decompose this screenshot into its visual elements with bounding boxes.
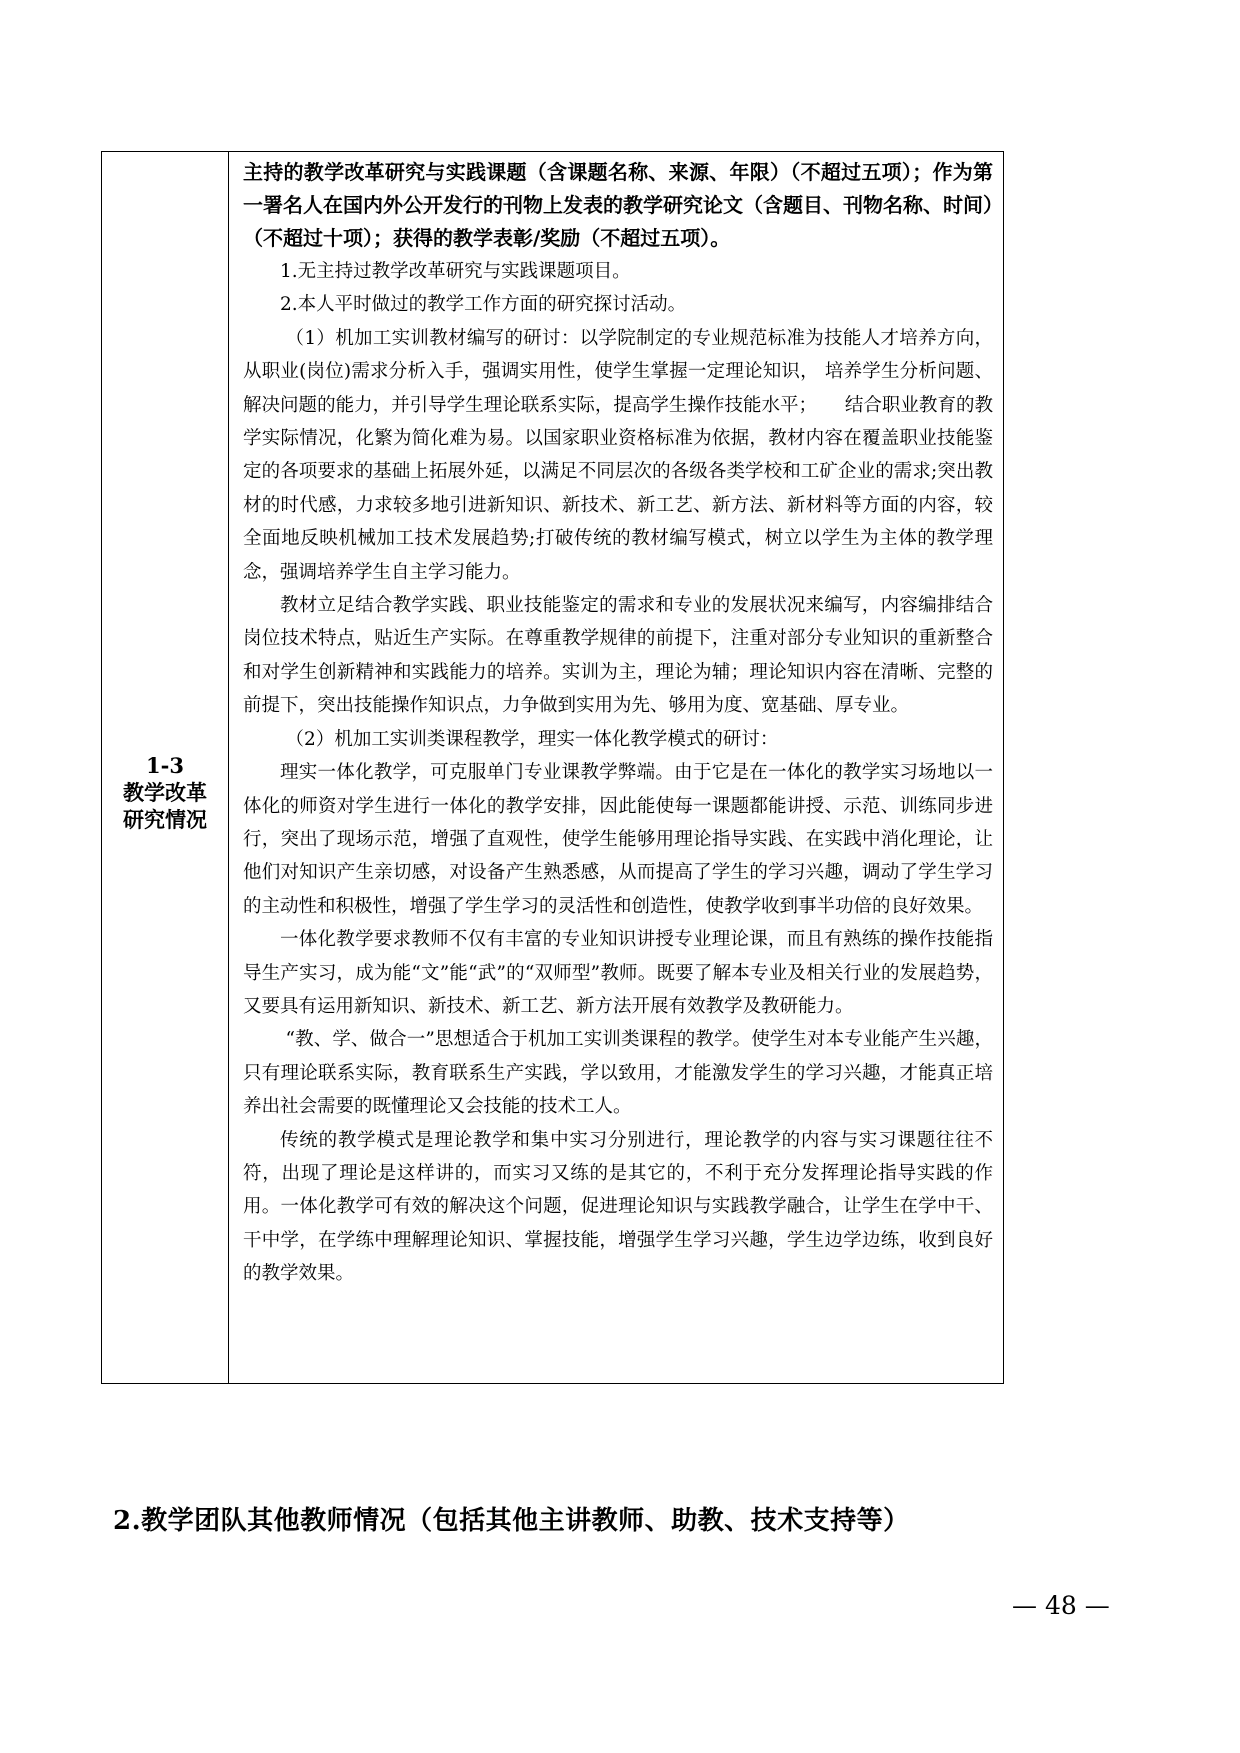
paragraph: （1）机加工实训教材编写的研讨：以学院制定的专业规范标准为技能人才培养方向，从职业(岗位)需求分析入手，强调实用性，使学生掌握一定理论知识， 培养学生分析问题、解决问题的能力，并引导学生理论联系实际，提高学生操作技能水平； 结合职业教育的教学实际情况，化繁为简化难为易。以国家职业资格标准为依据，教材内容在覆盖职业技能鉴定的各项要求的基础上拓展外延，以满足不同层次的各级各类学校和工矿企业的需求;突出教材的时代感，力求较多地引进新知识、新技术、新工艺、新方法、新材料等方面的内容，较全面地反映机械加工技术发展趋势;打破传统的教材编写模式，树立以学生为主体的教学理念，强调培养学生自主学习能力。 bbox=[243, 327, 993, 583]
paragraph: 教材立足结合教学实践、职业技能鉴定的需求和专业的发展状况来编写，内容编排结合岗位技术特点，贴近生产实际。在尊重教学规律的前提下，注重对部分专业知识的重新整合和对学生创新精神和实践能力的培养。实训为主，理论为辅；理论知识内容在清晰、完整的前提下，突出技能操作知识点，力争做到实用为先、够用为度、宽基础、厚专业。 bbox=[243, 595, 993, 717]
row-label-line-2: 研究情况 bbox=[123, 807, 207, 832]
section-title: 2.教学团队其他教师情况（包括其他主讲教师、助教、技术支持等） bbox=[113, 1506, 910, 1536]
page-number: — 48 — bbox=[1012, 1591, 1110, 1620]
paragraph: （2）机加工实训类课程教学，理实一体化教学模式的研讨： bbox=[285, 728, 779, 750]
row-content-cell bbox=[229, 152, 1003, 1383]
paragraph: 传统的教学模式是理论教学和集中实习分别进行，理论教学的内容与实习课题往往不符，出现了理论是这样讲的，而实习又练的是其它的，不利于充分发挥理论指导实践的作用。一体化教学可有效的解决这个问题，促进理论知识与实践教学融合，让学生在学中干、干中学，在学练中理解理论知识、掌握技能，增强学生学习兴趣，学生边学边练，收到良好的教学效果。 bbox=[243, 1129, 993, 1285]
paragraph: 1.无主持过教学改革研究与实践课题项目。 bbox=[280, 261, 631, 282]
teaching-reform-table bbox=[101, 151, 1004, 1384]
paragraph: 理实一体化教学，可克服单门专业课教学弊端。由于它是在一体化的教学实习场地以一体化的师资对学生进行一体化的教学安排，因此能使每一课题都能讲授、示范、训练同步进行，突出了现场示范，增强了直观性，使学生能够用理论指导实践、在实践中消化理论，让他们对知识产生亲切感，对设备产生熟悉感，从而提高了学生的学习兴趣，调动了学生学习的主动性和积极性，增强了学生学习的灵活性和创造性，使教学收到事半功倍的良好效果。 bbox=[243, 762, 993, 917]
row-label-cell bbox=[102, 152, 229, 1383]
row-label-line-1: 教学改革 bbox=[123, 780, 207, 805]
content-heading: 主持的教学改革研究与实践课题（含课题名称、来源、年限）（不超过五项）；作为第一署名人在国内外公开发行的刊物上发表的教学研究论文（含题目、刊物名称、时间）（不超过十项）；获得的教学表彰/奖励（不超过五项）。 bbox=[243, 160, 993, 250]
paragraph: “教、学、做合一”思想适合于机加工实训类课程的教学。使学生对本专业能产生兴趣，只有理论联系实际，教育联系生产实践，学以致用，才能激发学生的学习兴趣，才能真正培养出社会需要的既懂理论又会技能的技术工人。 bbox=[243, 1029, 993, 1118]
row-label-code: 1-3 bbox=[146, 753, 184, 778]
paragraph: 2.本人平时做过的教学工作方面的研究探讨活动。 bbox=[280, 294, 687, 316]
paragraph: 一体化教学要求教师不仅有丰富的专业知识讲授专业理论课，而且有熟练的操作技能指导生产实习，成为能“文”能“武”的“双师型”教师。既要了解本专业及相关行业的发展趋势，又要具有运用新知识、新技术、新工艺、新方法开展有效教学及教研能力。 bbox=[243, 929, 993, 1017]
